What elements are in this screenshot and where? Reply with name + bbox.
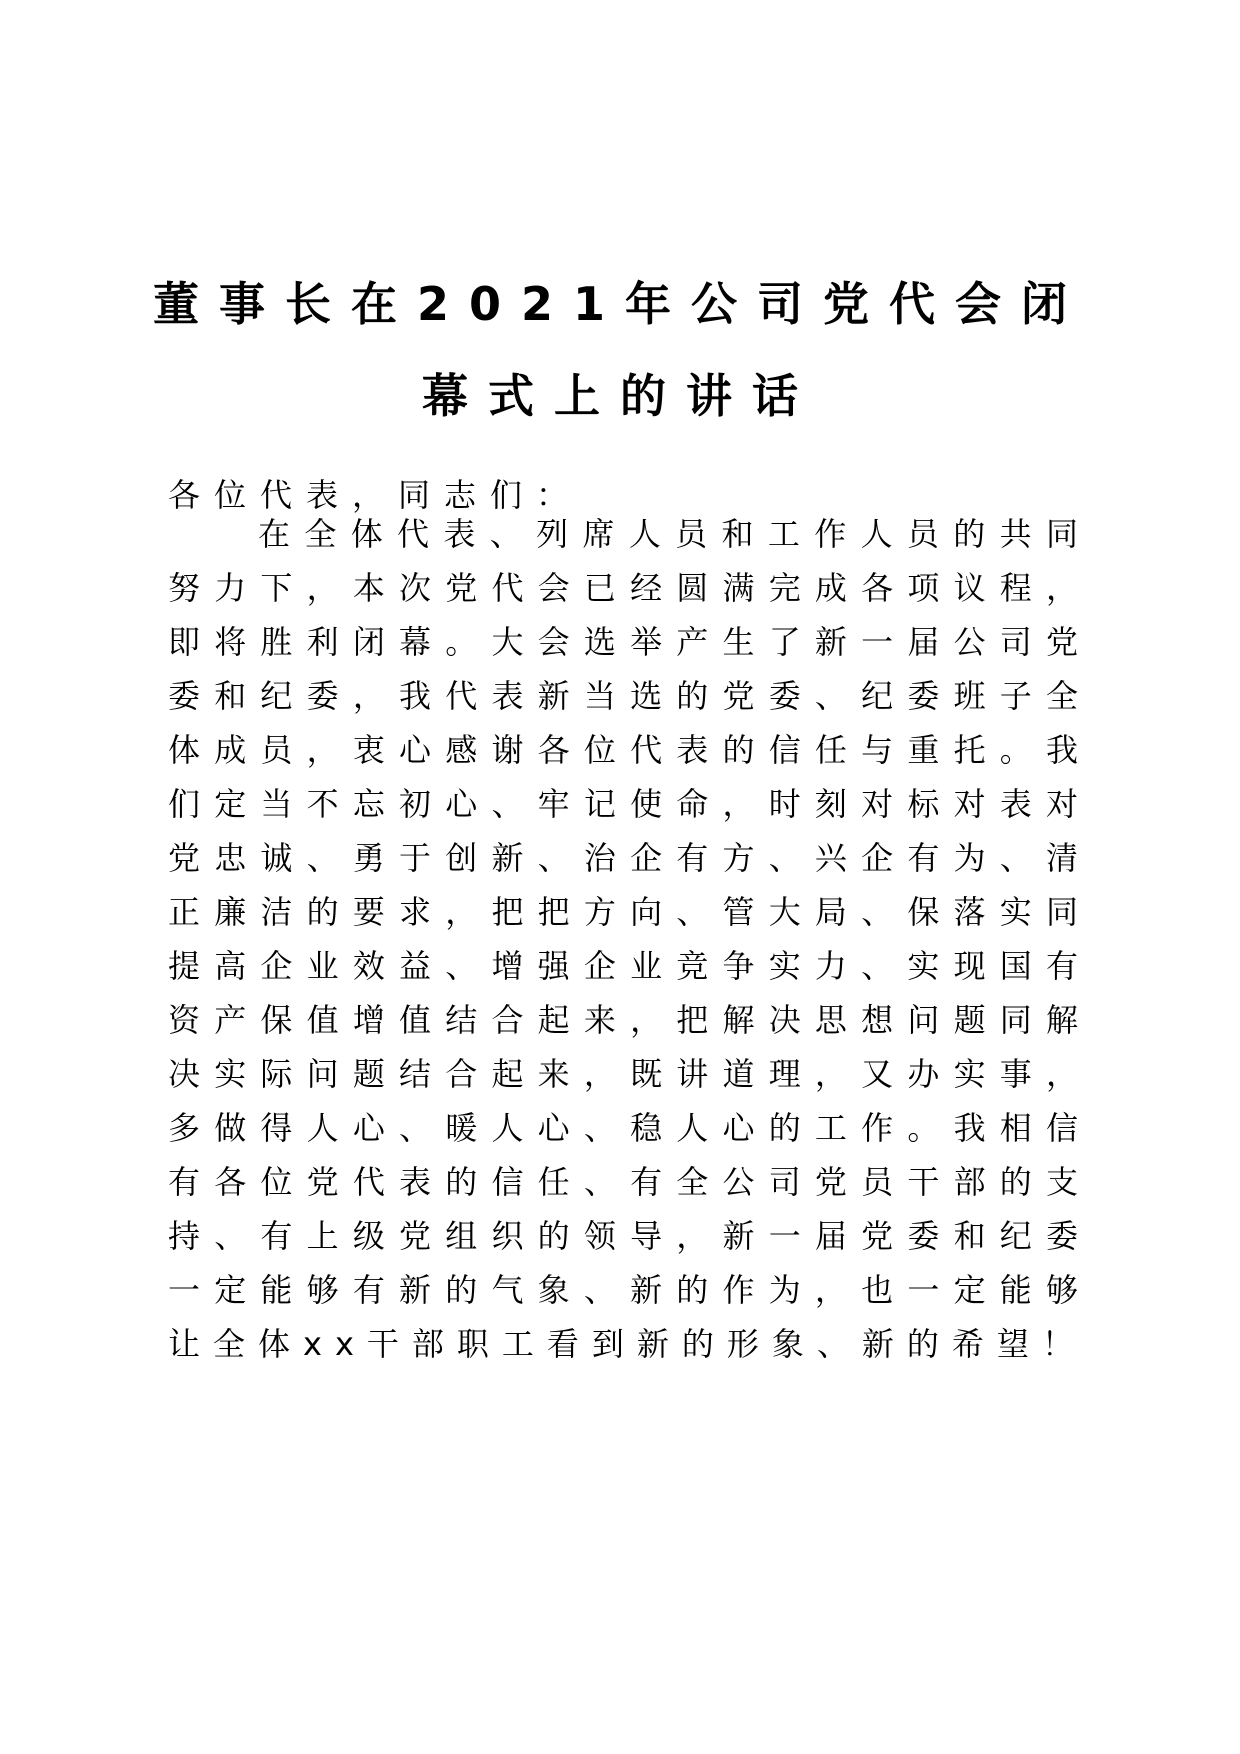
document-title-line-1: 董事长在2021年公司党代会闭 [152,277,1088,331]
body-line: 们定当不忘初心、牢记使命，时刻对标对表对 [168,785,1078,823]
body-line: 一定能够有新的气象、新的作为，也一定能够 [168,1271,1078,1309]
body-line: 资产保值增值结合起来，把解决思想问题同解 [168,1001,1078,1039]
body-line: 在全体代表、列席人员和工作人员的共同 [258,515,1078,553]
body-line: 即将胜利闭幕。大会选举产生了新一届公司党 [168,623,1078,661]
body-line: 决实际问题结合起来，既讲道理，又办实事， [168,1055,1078,1093]
body-line: 党忠诚、勇于创新、治企有方、兴企有为、清 [168,839,1078,877]
body-line: 体成员，衷心感谢各位代表的信任与重托。我 [168,731,1078,769]
document-title-line-2: 幕式上的讲话 [422,369,818,423]
body-line: 让全体xx干部职工看到新的形象、新的希望！ [168,1325,1087,1363]
body-line: 正廉洁的要求，把把方向、管大局、保落实同 [168,893,1078,931]
body-line: 努力下，本次党代会已经圆满完成各项议程， [168,569,1078,607]
salutation: 各位代表，同志们： [168,476,583,514]
body-line: 提高企业效益、增强企业竞争实力、实现国有 [168,947,1078,985]
body-line: 委和纪委，我代表新当选的党委、纪委班子全 [168,677,1078,715]
body-line: 持、有上级党组织的领导，新一届党委和纪委 [168,1217,1078,1255]
body-line: 多做得人心、暖人心、稳人心的工作。我相信 [168,1109,1078,1147]
body-line: 有各位党代表的信任、有全公司党员干部的支 [168,1163,1078,1201]
